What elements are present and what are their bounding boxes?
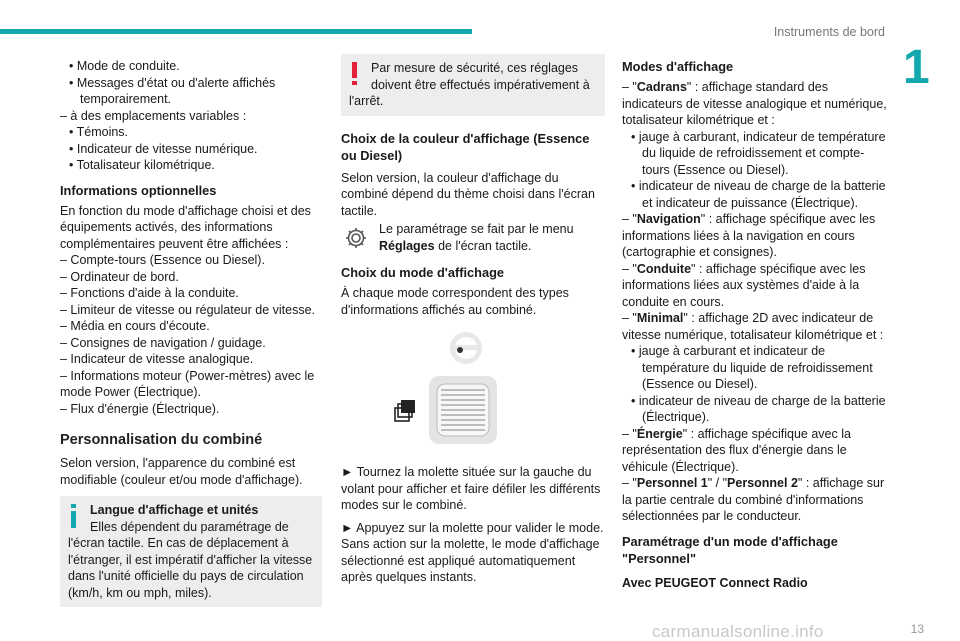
watermark: carmanualsonline.info — [652, 621, 824, 641]
note-text: l'arrêt. — [349, 94, 384, 108]
mode-entry-minimal: – "Minimal" : affichage 2D avec indicateur de vitesse numérique, totalisateur kilométrique et : — [622, 311, 884, 342]
thumbwheel-icon — [429, 376, 497, 444]
list-item: – Fonctions d'aide à la conduite. — [60, 286, 239, 300]
connect-radio-heading: Avec PEUGEOT Connect Radio — [622, 575, 808, 590]
list-item: • indicateur de niveau de charge de la batterie (Électrique). — [631, 393, 886, 424]
list-item: • jauge à carburant et indicateur de température du liquide de refroidissement (Essence ou Diesel). — [631, 344, 873, 391]
paragraph: En fonction du mode d'affichage choisi et des équipements activés, des informations complémentaires peuvent être affichées : — [60, 203, 311, 251]
list-item: • jauge à carburant, indicateur de température du liquide de refroidissement et compte-tours (Essence ou Diesel). — [631, 129, 886, 177]
optional-info-heading: Informations optionnelles — [60, 182, 217, 198]
chapter-number: 1 — [903, 41, 930, 94]
column-middle — [341, 58, 605, 592]
mode-entry-energie: – "Énergie" : affichage spécifique avec la représentation des flux d'énergie dans le véhicule (Électrique). — [622, 426, 851, 474]
personalisation-heading: Personnalisation du combiné — [60, 432, 263, 448]
list-item: • Totalisateur kilométrique. — [69, 158, 215, 172]
mode-entry-navigation: – "Navigation" : affichage spécifique avec les informations liées à la navigation en cours (cartographie et consignes). — [622, 212, 876, 259]
list-item: – Flux d'énergie (Électrique). — [60, 401, 220, 416]
display-mode-icon — [395, 400, 415, 421]
list-item: • Témoins. — [69, 125, 129, 139]
info-icon — [70, 504, 78, 532]
paragraph: Selon version, la couleur d'affichage du combiné dépend du thème choisi dans l'écran tactile. — [341, 170, 595, 218]
paragraph: À chaque mode correspondent des types d'informations affichés au combiné. — [341, 286, 569, 317]
display-mode-heading: Choix du mode d'affichage — [341, 265, 505, 280]
color-heading: Choix de la couleur d'affichage (Essence ou Diesel) — [341, 130, 590, 163]
note-text: l'écran tactile. En cas de déplacement à l'étranger, il est impératif d'afficher la vitesse dans l'unité officielle du pays de circulation (km/h, km ou mph, miles). — [68, 536, 313, 600]
column-left — [60, 58, 322, 615]
list-item: • Mode de conduite. — [69, 59, 180, 73]
paragraph: Selon version, l'apparence du combiné est modifiable (couleur et/ou mode d'affichage). — [60, 456, 303, 487]
note-title: Langue d'affichage et unités — [90, 503, 259, 517]
list-item: – Consignes de navigation / guidage. — [60, 335, 266, 350]
list-item: – Média en cours d'écoute. — [60, 319, 210, 333]
instruction-step: ► Appuyez sur la molette pour valider le mode. Sans action sur la molette, le mode d'affichage sélectionné est appliqué automatiquement après quelques instants. — [341, 520, 604, 584]
steering-control-illustration — [341, 324, 605, 454]
list-item: – Indicateur de vitesse analogique. — [60, 352, 254, 366]
column-right — [622, 58, 887, 596]
note-text: Elles dépendent du paramétrage de — [90, 519, 289, 534]
mode-entry-conduite: – "Conduite" : affichage spécifique avec les informations liées aux systèmes d'aide à la conduite en cours. — [622, 261, 866, 309]
settings-menu-name: Réglages — [379, 238, 435, 253]
gear-icon — [343, 225, 369, 251]
section-title: Instruments de bord — [773, 25, 885, 39]
note-text: Par mesure de sécurité, ces réglages doivent être effectués impérativement à — [371, 61, 590, 92]
settings-instruction — [341, 221, 605, 254]
settings-text: Le paramétrage se fait par le menu — [379, 222, 574, 236]
display-modes-heading: Modes d'affichage — [622, 59, 734, 74]
list-item: • Messages d'état ou d'alerte affichés temporairement. — [69, 75, 276, 106]
list-item: – Limiteur de vitesse ou régulateur de vitesse. — [60, 302, 315, 317]
list-item: – Compte-tours (Essence ou Diesel). — [60, 253, 265, 267]
info-note — [60, 496, 322, 607]
header-accent-bar — [0, 29, 472, 34]
list-item: • Indicateur de vitesse numérique. — [69, 141, 258, 156]
mode-entry-personnel: – "Personnel 1" / "Personnel 2" : affichage sur la partie centrale du combiné d'informations sélectionnées par le conducteur. — [622, 476, 885, 523]
instruction-step: ► Tournez la molette située sur la gauche du volant pour afficher et faire défiler les différents modes sur le combiné. — [341, 465, 601, 512]
optional-info-list — [60, 252, 322, 417]
warning-icon — [351, 62, 359, 90]
steering-wheel-icon — [450, 332, 482, 364]
personal-mode-heading: Paramétrage d'un mode d'affichage "Personnel" — [622, 533, 838, 566]
page-number: 13 — [910, 621, 924, 636]
list-item: – Informations moteur (Power-mètres) avec le mode Power (Électrique). — [60, 368, 315, 399]
list-item: – à des emplacements variables : — [60, 108, 247, 123]
list-item: • indicateur de niveau de charge de la batterie et indicateur de puissance (Électrique). — [631, 179, 886, 210]
list-item: – Ordinateur de bord. — [60, 269, 179, 284]
settings-text: de l'écran tactile. — [434, 238, 532, 253]
mode-entry-cadrans: – "Cadrans" : affichage standard des indicateurs de vitesse analogique et numérique, totalisateur kilométrique et : — [622, 80, 887, 127]
warning-note — [341, 54, 605, 116]
